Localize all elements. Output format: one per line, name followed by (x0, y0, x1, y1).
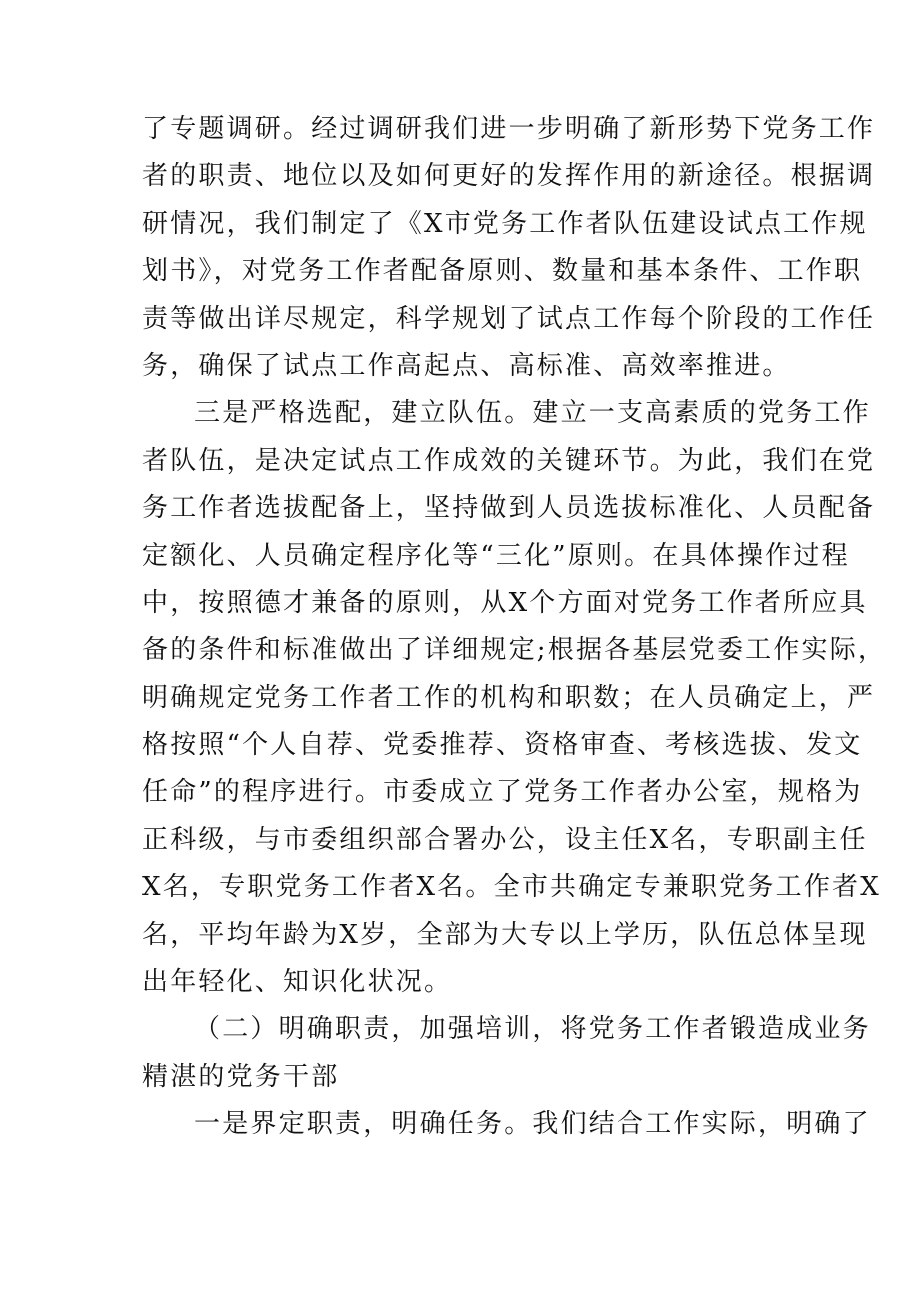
text-line-5: 责等做出详尽规定，科学规划了试点工作每个阶段的工作任 (142, 303, 876, 334)
paragraph-one-start: 一是界定职责，明确任务。我们结合工作实际，明确了 (194, 1109, 871, 1140)
text-line-15: 任命”的程序进行。市委成立了党务工作者办公室，规格为 (142, 777, 863, 808)
text-line-16: 正科级，与市委组织部合署办公，设主任X名，专职副主任 (142, 824, 868, 855)
section-heading-2: （二）明确职责，加强培训，将党务工作者锻造成业务 (194, 1014, 871, 1045)
text-line-8: 者队伍，是决定试点工作成效的关键环节。为此，我们在党 (142, 445, 876, 476)
section-heading-2-cont: 精湛的党务干部 (142, 1061, 340, 1092)
text-line-9: 务工作者选拔配备上，坚持做到人员选拔标准化、人员配备 (142, 493, 876, 524)
text-line-17: X名，专职党务工作者X名。全市共确定专兼职党务工作者X (142, 872, 881, 903)
paragraph-three-start: 三是严格选配，建立队伍。建立一支高素质的党务工作 (194, 398, 871, 429)
text-line-10: 定额化、人员确定程序化等“三化”原则。在具体操作过程 (142, 540, 850, 571)
text-line-19: 出年轻化、知识化状况。 (142, 967, 453, 998)
text-line-18: 名，平均年龄为X岁，全部为大专以上学历，队伍总体呈现 (142, 919, 868, 950)
text-line-13: 明确规定党务工作者工作的机构和职数；在人员确定上，严 (142, 682, 876, 713)
text-line-3: 研情况，我们制定了《X市党务工作者队伍建设试点工作规 (142, 208, 868, 239)
text-line-14: 格按照“个人自荐、党委推荐、资格审查、考核选拔、发文 (142, 730, 863, 761)
text-line-12: 备的条件和标准做出了详细规定;根据各基层党委工作实际， (142, 635, 887, 666)
text-line-2: 者的职责、地位以及如何更好的发挥作用的新途径。根据调 (142, 161, 876, 192)
text-line-4: 划书》，对党务工作者配备原则、数量和基本条件、工作职 (142, 256, 863, 287)
text-line-6: 务，确保了试点工作高起点、高标准、高效率推进。 (142, 350, 791, 381)
text-line-1: 了专题调研。经过调研我们进一步明确了新形势下党务工作 (142, 114, 876, 144)
document-body (142, 106, 887, 1149)
text-line-11: 中，按照德才兼备的原则，从X个方面对党务工作者所应具 (142, 587, 868, 618)
